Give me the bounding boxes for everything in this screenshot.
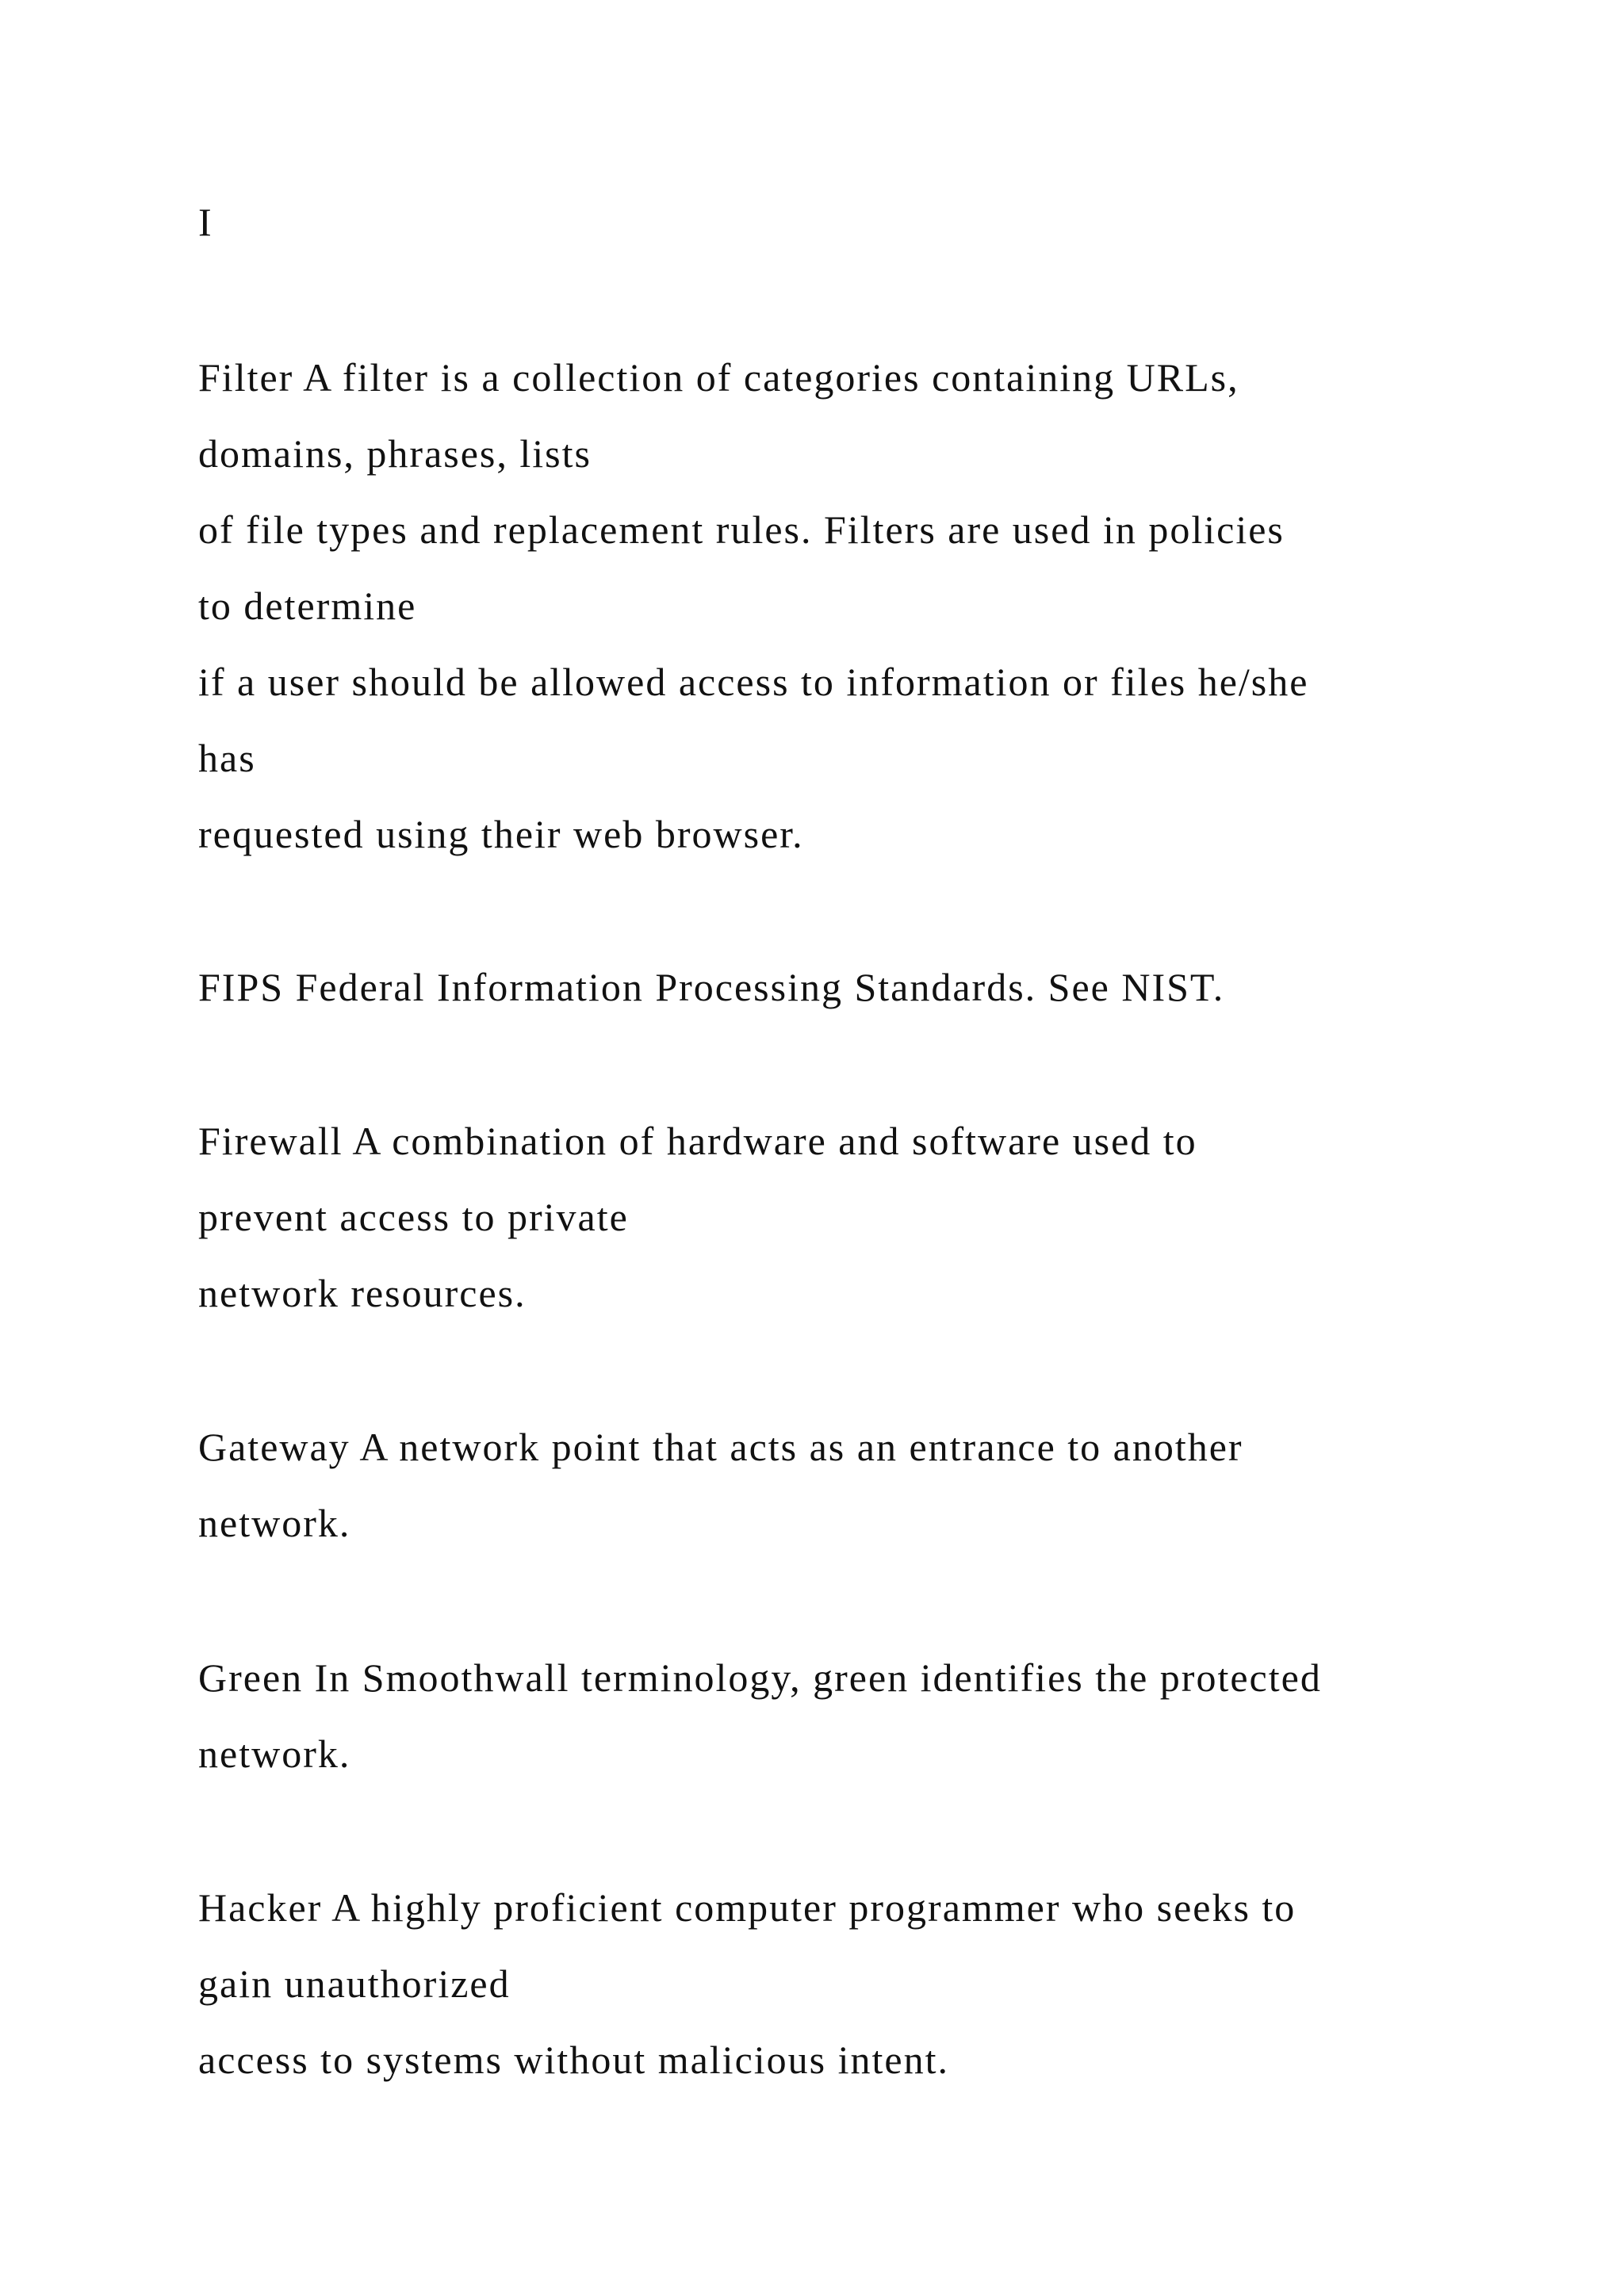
- entry-line: network resources.: [198, 1271, 527, 1315]
- entry-line: Firewall A combination of hardware and software used to: [198, 1119, 1197, 1163]
- entry-line: of file types and replacement rules. Filters are used in policies: [198, 507, 1285, 552]
- entry-line: FIPS Federal Information Processing Standards. See NIST.: [198, 965, 1225, 1009]
- entry-line: access to systems without malicious intent.: [198, 2038, 949, 2082]
- entry-line: Gateway A network point that acts as an entrance to another: [198, 1425, 1243, 1469]
- entry-line: gain unauthorized: [198, 1961, 511, 2006]
- entry-line: has: [198, 736, 256, 780]
- entry-line: network.: [198, 1732, 351, 1776]
- entry-line: Green In Smoothwall terminology, green identifies the protected: [198, 1655, 1322, 1700]
- entry-line: prevent access to private: [198, 1195, 629, 1239]
- section-letter-heading: I: [198, 200, 213, 244]
- entry-line: to determine: [198, 584, 417, 628]
- entry-line: domains, phrases, lists: [198, 431, 592, 476]
- entry-line: requested using their web browser.: [198, 812, 804, 856]
- entry-line: Hacker A highly proficient computer programmer who seeks to: [198, 1885, 1297, 1930]
- entry-line: Filter A filter is a collection of categories containing URLs,: [198, 355, 1239, 400]
- entry-line: network.: [198, 1501, 351, 1545]
- entry-line: if a user should be allowed access to information or files he/she: [198, 660, 1309, 704]
